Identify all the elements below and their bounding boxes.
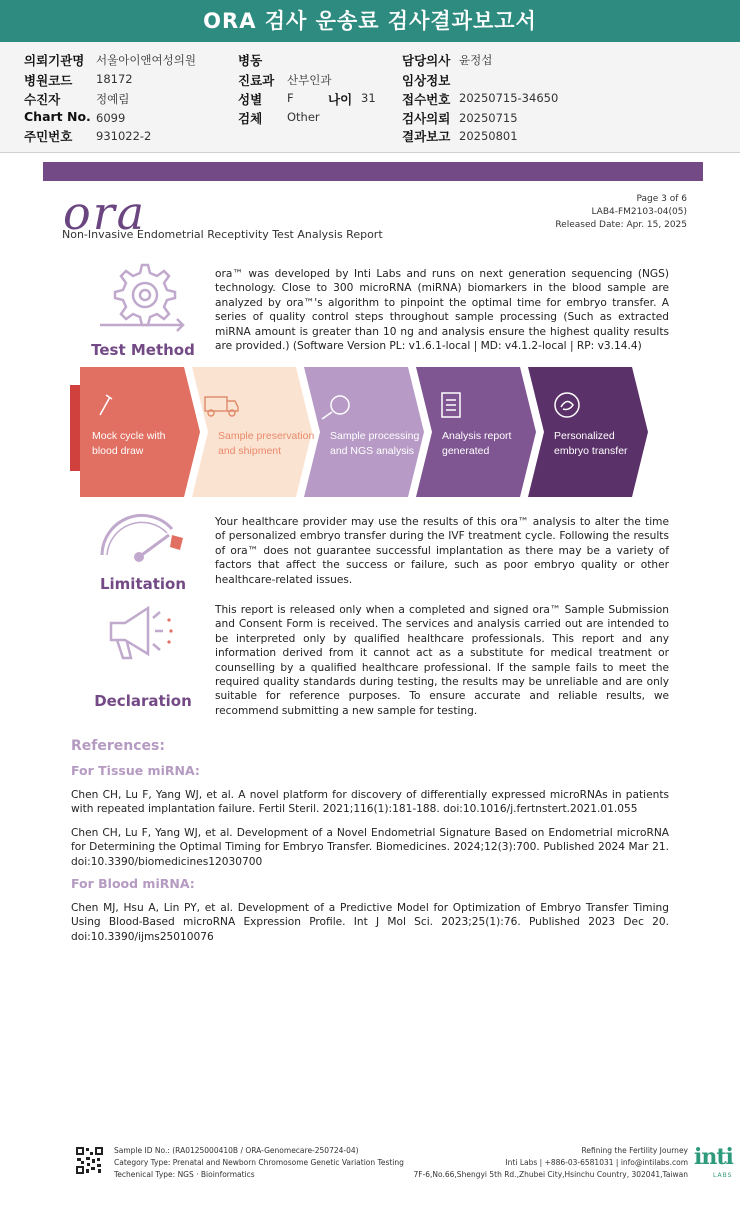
flow-step-label: Personalized embryo transfer [554, 430, 628, 457]
field-value: Other [287, 110, 320, 124]
reference-item: Chen CH, Lu F, Yang WJ, et al. Development of a Novel Endometrial Signature Based on Endometrial microRNA for Determining the Optimal Timing for Embryo Transfer. Biomedicines. 2024;12(3):700. Published 2024 Mar 21. doi:10.3390/biomedicines12030700 [71, 827, 669, 868]
page-number: Page 3 of 6 [636, 194, 687, 204]
flow-step-label: Mock cycle with blood draw [92, 430, 166, 457]
field-label: 검사의뢰 [402, 111, 451, 126]
field-value: 산부인과 [287, 73, 332, 87]
field-value: 6099 [96, 111, 126, 125]
field-value: 31 [361, 91, 376, 105]
megaphone-icon [103, 598, 183, 668]
field-label: 병동 [238, 53, 263, 68]
declaration-text: This report is released only when a completed and signed ora™ Sample Submission and Consent Form is received. The services and analysis carried out are intended to be interpreted only by qualified healthcare professionals. This report and any information derived from it cannot act as a substitute for medical treatment or counselling by a qualified healthcare professional. If the sample fails to meet the required quality standards during testing, the results may be unreliable and are only suitable for reference purposes. To ensure accurate and reliable results, we recommend submitting a new sample for testing. [215, 604, 669, 717]
field-label: Chart No. [24, 109, 91, 124]
footer-category: Category Type: Prenatal and Newborn Chromosome Genetic Variation Testing [114, 1158, 404, 1167]
report-subtitle: Non-Invasive Endometrial Receptivity Test Analysis Report [62, 228, 383, 241]
footer-slogan: Refining the Fertility Journey [581, 1146, 688, 1155]
field-value: 윤정섭 [459, 53, 493, 67]
purple-band [43, 162, 703, 181]
form-code: LAB4-FM2103-04(05) [591, 207, 687, 217]
flow-start-bar [70, 385, 80, 471]
field-label: 주민번호 [24, 129, 73, 144]
limitation-title: Limitation [99, 575, 187, 593]
field-label: 결과보고 [402, 129, 451, 144]
flow-step-label: Analysis report generated [442, 430, 512, 457]
patient-info-panel [0, 42, 740, 153]
blood-heading: For Blood miRNA: [71, 876, 195, 891]
tissue-heading: For Tissue miRNA: [71, 763, 200, 778]
ora-logo: ora [63, 186, 147, 240]
footer-address: 7F-6,No.66,Shengyi 5th Rd.,Zhubei City,Hsinchu Country, 302041,Taiwan [413, 1170, 688, 1179]
field-value: 931022-2 [96, 129, 152, 143]
test-method-title: Test Method [91, 341, 195, 359]
limitation-text: Your healthcare provider may use the results of this ora™ analysis to alter the time of personalized embryo transfer during the IVF treatment cycle. Following the results of ora™ does not guarantee successful implantation as there may be a variety of factors that affect the success or failure, such as poor embryo quality or other healthcare-related issues. [215, 516, 669, 586]
reference-item: Chen MJ, Hsu A, Lin PY, et al. Development of a Predictive Model for Optimization of Embryo Transfer Timing Using Blood-Based microRNA Expression Profile. Int J Mol Sci. 2023;25(1):76. Published 2023 Dec 20. doi:10.3390/ijms25010076 [71, 902, 669, 943]
footer-technical: Techenical Type: NGS · Bioinformatics [114, 1170, 255, 1179]
field-label: 담당의사 [402, 53, 451, 68]
field-value: 정예림 [96, 92, 130, 106]
qr-code-icon [76, 1147, 103, 1174]
release-date: Released Date: Apr. 15, 2025 [555, 220, 687, 230]
gauge-icon [97, 505, 187, 565]
field-value: 20250715 [459, 111, 518, 125]
references-heading: References: [71, 738, 165, 754]
gear-icon [95, 259, 190, 337]
flow-step-label: Sample preservation and shipment [218, 430, 315, 457]
field-label: 접수번호 [402, 92, 451, 107]
field-value: 18172 [96, 72, 133, 86]
test-method-text: ora™ was developed by Inti Labs and runs on next generation sequencing (NGS) technology. Close to 300 microRNA (miRNA) biomarkers in the blood sample are analyzed by ora™'s algorithm to pinpoint the optimal time for embryo transfer. A series of quality control steps throughout sample processing (Such as extracted miRNA amount is greater than 10 ng and analysis ensure the highest quality results are provided.) (Software Version PL: v1.6.1-local | MD: v4.1.2-local | RP: v3.14.4) [215, 268, 669, 353]
declaration-title: Declaration [94, 692, 192, 710]
process-flow [70, 367, 670, 497]
reference-item: Chen CH, Lu F, Yang WJ, et al. A novel platform for discovery of differentially expressed microRNAs in patients with repeated implantation failure. Fertil Steril. 2021;116(1):181-188. doi:10.1016/j.fertnstert.2021.01.055 [71, 789, 669, 816]
inti-labs-sub: LABS [713, 1172, 733, 1179]
field-label: 나이 [328, 92, 353, 107]
field-label: 성별 [238, 92, 263, 107]
field-label: 임상정보 [402, 73, 451, 88]
field-label: 수진자 [24, 92, 61, 107]
field-label: 검체 [238, 111, 263, 126]
report-title: ORA 검사 운송료 검사결과보고서 [0, 0, 740, 42]
footer-contact: Inti Labs | +886-03-6581031 | info@intilabs.com [505, 1158, 688, 1167]
footer-sample-id: Sample ID No.: (RA0125000410B / ORA-Genomecare-250724-04) [114, 1146, 359, 1155]
inti-labs-logo: inti [694, 1144, 733, 1170]
field-label: 병원코드 [24, 73, 73, 88]
field-value: 서울아이앤여성의원 [96, 53, 196, 67]
flow-step-label: Sample processing and NGS analysis [330, 430, 420, 457]
field-label: 의뢰기관명 [24, 53, 85, 68]
field-label: 진료과 [238, 73, 275, 88]
field-value: 20250715-34650 [459, 91, 559, 105]
field-value: F [287, 91, 294, 105]
field-value: 20250801 [459, 129, 518, 143]
